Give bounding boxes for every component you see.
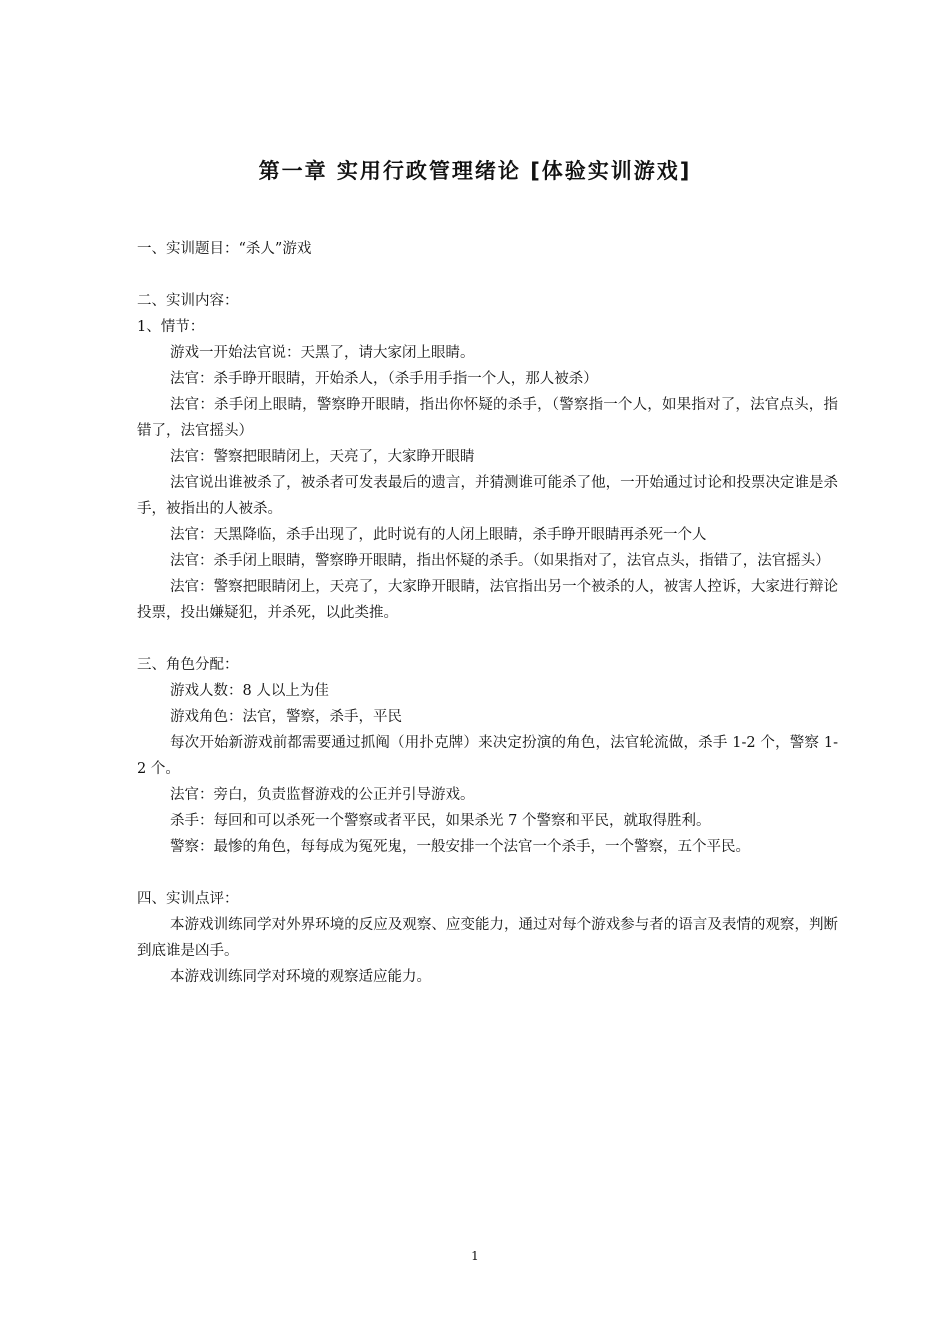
paragraph: 法官：杀手闭上眼睛，警察睁开眼睛，指出怀疑的杀手。（如果指对了，法官点头，指错了，法官摇头） — [170, 553, 830, 569]
paragraph: 法官：旁白，负责监督游戏的公正并引导游戏。 — [170, 787, 475, 803]
spacer — [137, 262, 838, 288]
paragraph: 游戏人数：8 人以上为佳 — [170, 683, 329, 699]
page-title: 第一章 实用行政管理绪论 [体验实训游戏] — [258, 159, 692, 183]
document-body — [137, 236, 838, 990]
section-heading-review: 四、实训点评： — [137, 891, 239, 907]
section-heading-roles: 三、角色分配： — [137, 657, 239, 673]
paragraph: 每次开始新游戏前都需要通过抓阄（用扑克牌）来决定扮演的角色，法官轮流做，杀手 1-2 个，警察 1-2 个。 — [137, 735, 838, 777]
section-heading-topic: 一、实训题目：“杀人”游戏 — [137, 241, 312, 257]
paragraph: 本游戏训练同学对外界环境的反应及观察、应变能力，通过对每个游戏参与者的语言及表情的观察，判断到底谁是凶手。 — [137, 917, 838, 959]
paragraph: 本游戏训练同学对环境的观察适应能力。 — [170, 969, 431, 985]
paragraph: 游戏一开始法官说：天黑了，请大家闭上眼睛。 — [170, 345, 475, 361]
subsection-heading-plot: 1、情节： — [137, 319, 205, 335]
paragraph: 杀手：每回和可以杀死一个警察或者平民，如果杀光 7 个警察和平民，就取得胜利。 — [170, 813, 711, 829]
paragraph: 法官：警察把眼睛闭上，天亮了，大家睁开眼睛 — [170, 449, 475, 465]
page-number: 1 — [471, 1249, 479, 1263]
paragraph: 警察：最惨的角色，每每成为冤死鬼，一般安排一个法官一个杀手，一个警察，五个平民。 — [170, 839, 750, 855]
paragraph: 游戏角色：法官，警察，杀手，平民 — [170, 709, 402, 725]
paragraph: 法官：警察把眼睛闭上，天亮了，大家睁开眼睛，法官指出另一个被杀的人，被害人控诉，大家进行辩论投票，投出嫌疑犯，并杀死，以此类推。 — [137, 579, 838, 621]
paragraph: 法官说出谁被杀了，被杀者可发表最后的遗言，并猜测谁可能杀了他，一开始通过讨论和投票决定谁是杀手，被指出的人被杀。 — [137, 475, 838, 517]
section-heading-content: 二、实训内容： — [137, 293, 239, 309]
spacer — [137, 860, 838, 886]
spacer — [137, 626, 838, 652]
paragraph: 法官：杀手睁开眼睛，开始杀人，（杀手用手指一个人，那人被杀） — [170, 371, 598, 387]
paragraph: 法官：杀手闭上眼睛，警察睁开眼睛，指出你怀疑的杀手，（警察指一个人，如果指对了，法官点头，指错了，法官摇头） — [137, 397, 838, 439]
paragraph: 法官：天黑降临，杀手出现了，此时说有的人闭上眼睛，杀手睁开眼睛再杀死一个人 — [170, 527, 707, 543]
